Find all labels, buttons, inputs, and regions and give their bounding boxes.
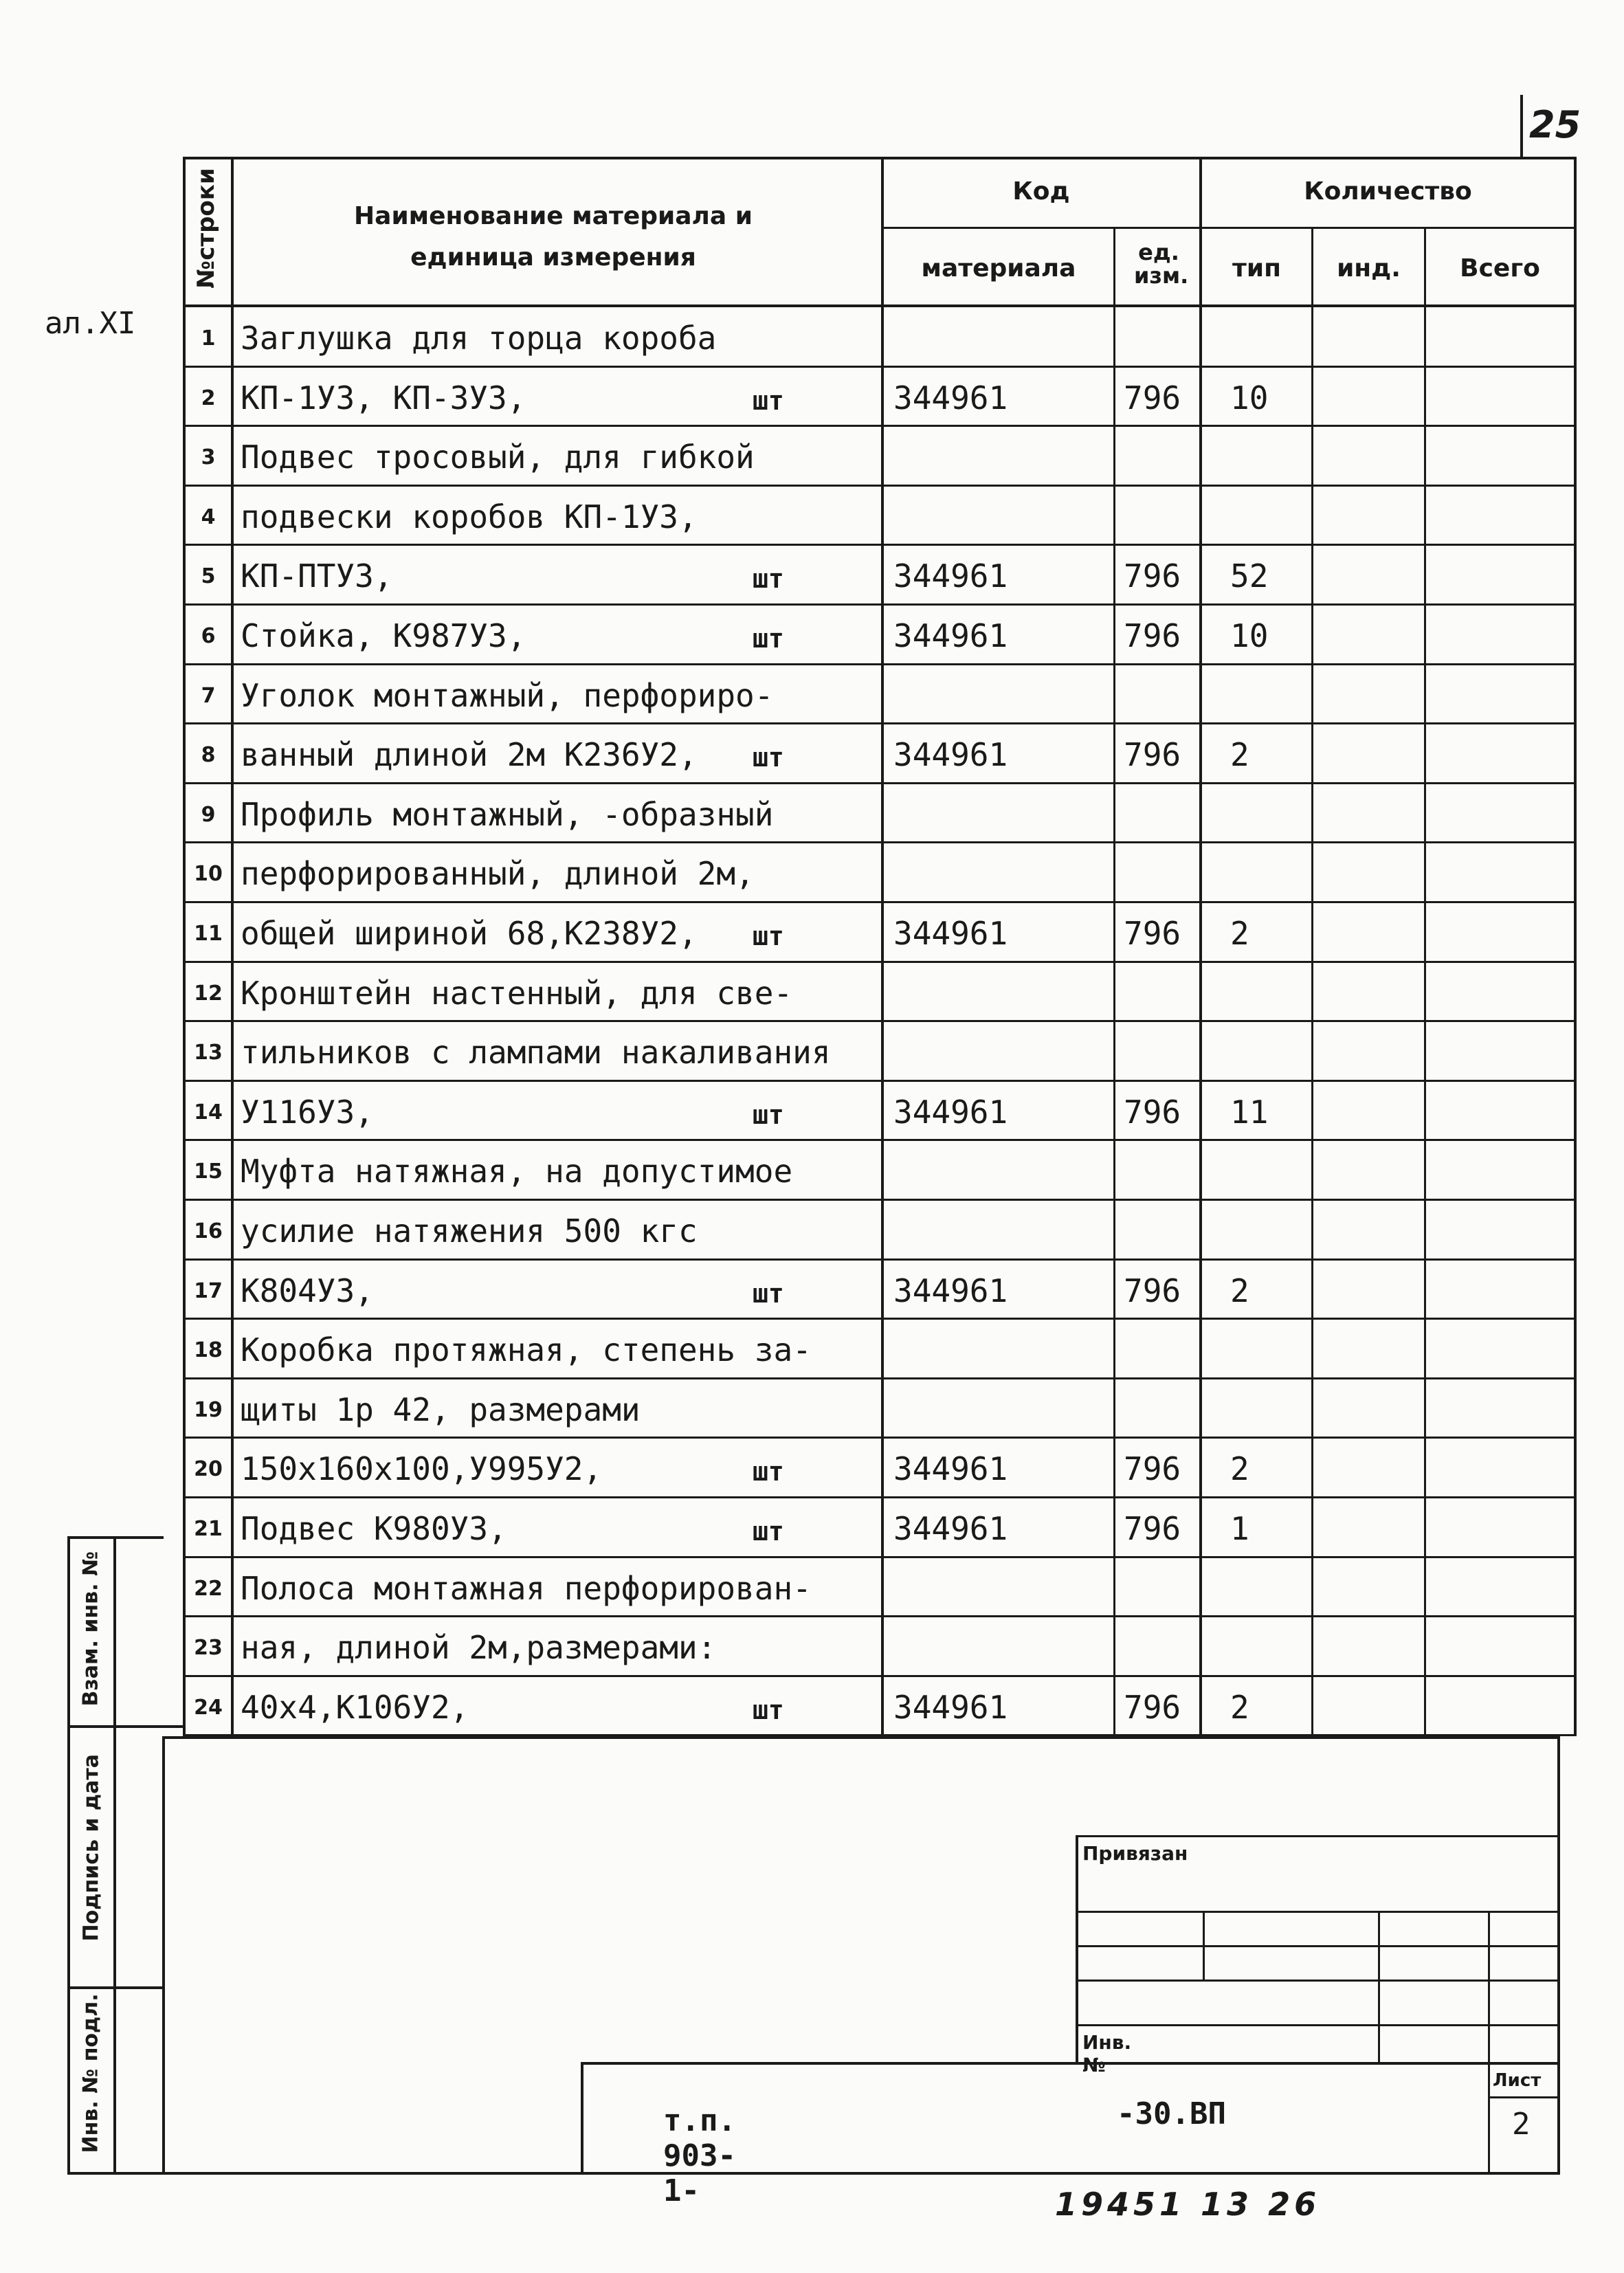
row-unit: шт bbox=[753, 1456, 784, 1487]
row-number: 22 bbox=[194, 1576, 223, 1601]
row-number: 13 bbox=[194, 1041, 223, 1065]
stamp-vzam: Взам. инв. № bbox=[78, 1551, 103, 1707]
row-number: 21 bbox=[194, 1517, 223, 1541]
row-material-code: 344961 bbox=[893, 379, 1008, 417]
row-name: ванный длиной 2м К236У2, bbox=[241, 736, 698, 774]
row-qty-type: 2 bbox=[1230, 1272, 1249, 1309]
row-number: 4 bbox=[201, 505, 216, 529]
row-name: перфорированный, длиной 2м, bbox=[241, 855, 755, 893]
row-name: общей шириной 68,К238У2, bbox=[241, 915, 698, 952]
row-unit-code: 796 bbox=[1124, 1272, 1181, 1309]
row-number: 5 bbox=[201, 564, 216, 589]
row-qty-type: 2 bbox=[1230, 736, 1249, 774]
row-number: 10 bbox=[194, 862, 223, 887]
row-unit-code: 796 bbox=[1124, 1450, 1181, 1488]
row-number: 14 bbox=[194, 1100, 223, 1124]
row-name: ная, длиной 2м,размерами: bbox=[241, 1629, 717, 1667]
row-unit-code: 796 bbox=[1124, 1093, 1181, 1131]
row-unit-code: 796 bbox=[1124, 617, 1181, 654]
row-qty-type: 1 bbox=[1230, 1510, 1249, 1547]
row-number: 1 bbox=[201, 326, 216, 351]
row-number: 17 bbox=[194, 1278, 223, 1303]
row-number: 2 bbox=[201, 386, 216, 410]
row-name: подвески коробов КП-1У3, bbox=[241, 498, 698, 535]
row-material-code: 344961 bbox=[893, 736, 1008, 774]
row-number: 19 bbox=[194, 1397, 223, 1422]
row-material-code: 344961 bbox=[893, 1688, 1008, 1726]
header-code: Код bbox=[1012, 177, 1070, 206]
row-name: 150х160х100,У995У2, bbox=[241, 1450, 603, 1488]
row-unit: шт bbox=[753, 1694, 784, 1725]
stamp-inv-podl: Инв. № подл. bbox=[78, 1993, 103, 2153]
row-name: Полоса монтажная перфорирован- bbox=[241, 1569, 812, 1607]
stamp-podpis: Подпись и дата bbox=[79, 1754, 104, 1942]
footer-archive-number: 19451 13 26 bbox=[1055, 2186, 1321, 2223]
row-material-code: 344961 bbox=[893, 1510, 1008, 1547]
row-unit: шт bbox=[753, 1278, 784, 1309]
row-number: 6 bbox=[201, 624, 216, 648]
row-material-code: 344961 bbox=[893, 1272, 1008, 1309]
row-unit: шт bbox=[753, 1516, 784, 1546]
row-name: Подвес тросовый, для гибкой bbox=[241, 439, 755, 476]
side-label: ал.XI bbox=[45, 306, 136, 341]
row-material-code: 344961 bbox=[893, 617, 1008, 654]
row-name: Профиль монтажный, -образный bbox=[241, 795, 774, 833]
row-unit: шт bbox=[753, 1099, 784, 1130]
row-name: У116У3, bbox=[241, 1093, 374, 1131]
row-name: Кронштейн настенный, для све- bbox=[241, 974, 793, 1012]
header-code-material: материала bbox=[921, 254, 1076, 282]
row-number: 16 bbox=[194, 1219, 223, 1243]
row-number: 12 bbox=[194, 981, 223, 1006]
stamp-privyazan: Привязан bbox=[1082, 1842, 1188, 1865]
row-name: КП-1У3, КП-3У3, bbox=[241, 379, 526, 417]
row-name: Коробка протяжная, степень за- bbox=[241, 1331, 812, 1369]
row-unit: шт bbox=[753, 921, 784, 951]
header-name: Наименование материала и единица измерения bbox=[354, 202, 753, 271]
doc-designation-prefix: т.п. 903-1- bbox=[663, 2103, 736, 2208]
row-material-code: 344961 bbox=[893, 557, 1008, 595]
header-qty-total: Всего bbox=[1460, 254, 1540, 282]
row-unit-code: 796 bbox=[1124, 379, 1181, 417]
row-number: 20 bbox=[194, 1457, 223, 1482]
row-unit: шт bbox=[753, 742, 784, 773]
row-name: Заглушка для торца короба bbox=[241, 320, 717, 357]
row-name: КП-ПТУ3, bbox=[241, 557, 393, 595]
row-number: 9 bbox=[201, 802, 216, 827]
row-material-code: 344961 bbox=[893, 915, 1008, 952]
row-name: Подвес К980У3, bbox=[241, 1510, 507, 1547]
doc-designation-suffix: -30.ВП bbox=[1117, 2096, 1226, 2131]
row-qty-type: 52 bbox=[1230, 557, 1269, 595]
row-qty-type: 2 bbox=[1230, 1688, 1249, 1726]
header-quantity: Количество bbox=[1304, 177, 1472, 206]
header-code-unit: ед. изм. bbox=[1134, 239, 1189, 289]
row-name: тильников с лампами накаливания bbox=[241, 1034, 831, 1072]
stamp-sheet-number: 2 bbox=[1512, 2107, 1531, 2142]
stamp-inv-no: Инв. № bbox=[1082, 2031, 1132, 2076]
stamp-sheet-label: Лист bbox=[1493, 2070, 1542, 2091]
row-qty-type: 2 bbox=[1230, 1450, 1249, 1488]
row-material-code: 344961 bbox=[893, 1093, 1008, 1131]
row-name: Стойка, К987У3, bbox=[241, 617, 526, 654]
row-qty-type: 2 bbox=[1230, 915, 1249, 952]
row-material-code: 344961 bbox=[893, 1450, 1008, 1488]
row-unit: шт bbox=[753, 564, 784, 595]
row-unit: шт bbox=[753, 623, 784, 654]
header-qty-type: тип bbox=[1232, 254, 1281, 282]
row-name: усилие натяжения 500 кгс bbox=[241, 1212, 698, 1250]
row-number: 18 bbox=[194, 1338, 223, 1363]
row-unit-code: 796 bbox=[1124, 736, 1181, 774]
row-number: 11 bbox=[194, 922, 223, 946]
row-number: 23 bbox=[194, 1636, 223, 1661]
row-name: К804У3, bbox=[241, 1272, 374, 1309]
row-unit-code: 796 bbox=[1124, 915, 1181, 952]
header-qty-ind: инд. bbox=[1337, 254, 1401, 282]
row-name: 40х4,К106У2, bbox=[241, 1688, 469, 1726]
row-number: 8 bbox=[201, 743, 216, 768]
row-number: 15 bbox=[194, 1160, 223, 1184]
row-unit-code: 796 bbox=[1124, 557, 1181, 595]
page-number: 25 bbox=[1529, 103, 1581, 146]
row-number: 3 bbox=[201, 445, 216, 470]
row-unit: шт bbox=[753, 385, 784, 416]
row-qty-type: 10 bbox=[1230, 379, 1269, 417]
row-qty-type: 10 bbox=[1230, 617, 1269, 654]
row-name: Уголок монтажный, перфориро- bbox=[241, 676, 774, 714]
row-number: 24 bbox=[194, 1695, 223, 1720]
row-unit-code: 796 bbox=[1124, 1510, 1181, 1547]
row-name: Муфта натяжная, на допустимое bbox=[241, 1153, 793, 1190]
row-number: 7 bbox=[201, 683, 216, 708]
row-name: щиты 1р 42, размерами bbox=[241, 1390, 641, 1428]
row-qty-type: 11 bbox=[1230, 1093, 1269, 1131]
row-unit-code: 796 bbox=[1124, 1688, 1181, 1726]
header-row-number: №строки bbox=[192, 168, 220, 289]
